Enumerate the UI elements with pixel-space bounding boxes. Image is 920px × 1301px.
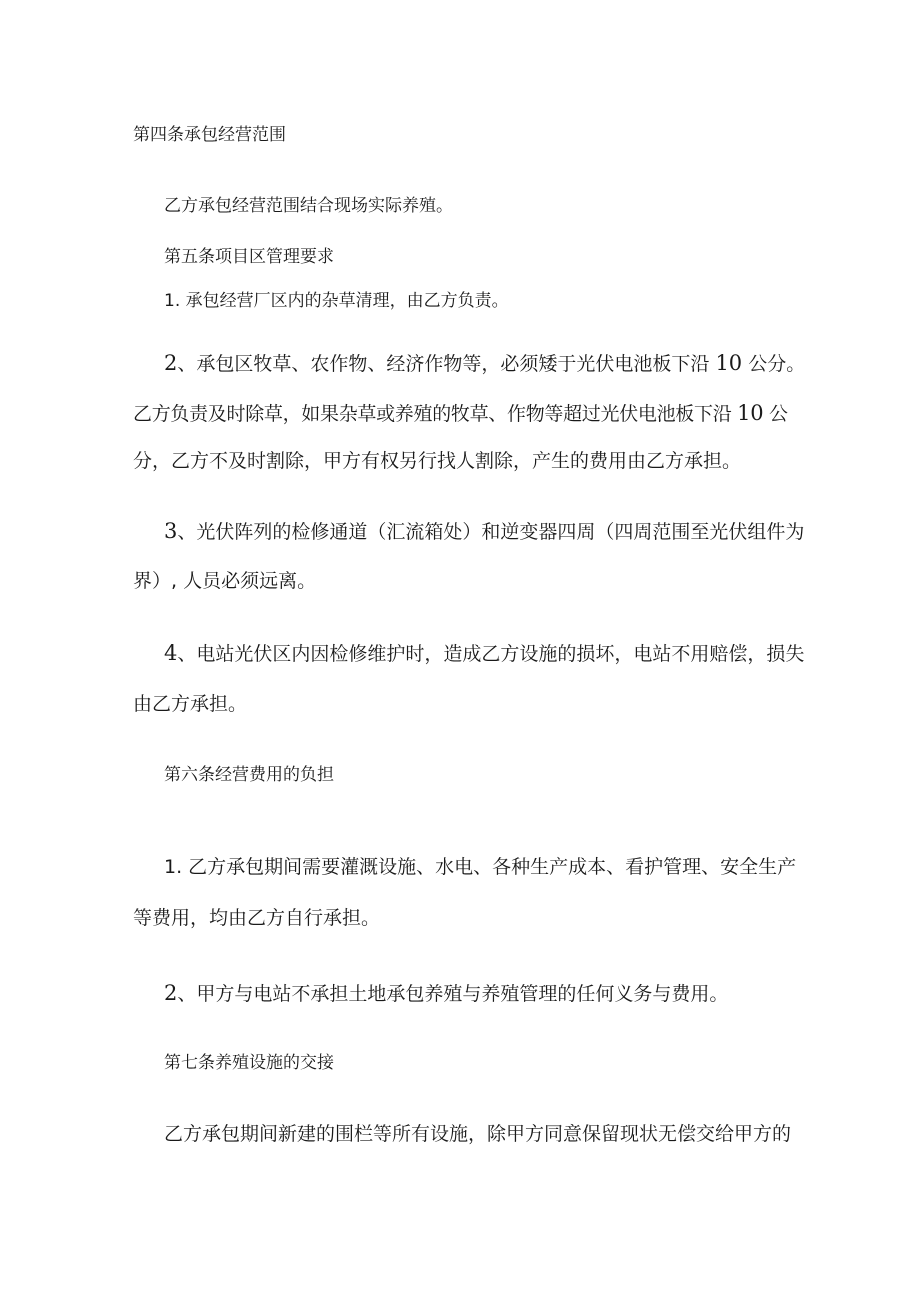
article7-heading: 第七条养殖设施的交接 (164, 1053, 334, 1073)
item-text: 、承包区牧草、农作物、经济作物等，必须矮于光伏电池板下沿 (177, 353, 710, 375)
article6-item-1-line-1: 1. 乙方承包期间需要灌溉设施、水电、各种生产成本、看护管理、安全生产 (164, 856, 797, 878)
article6-item-1-line-2: 等费用，均由乙方自行承担。 (133, 907, 381, 929)
measure-value: 10 (715, 351, 743, 375)
article5-item-2-line-1 (164, 352, 805, 375)
item-text: 、光伏阵列的检修通道（汇流箱处）和逆变器四周（四周范围至光伏组件为 (177, 521, 805, 543)
item-text: 、电站光伏区内因检修维护时，造成乙方设施的损坏，电站不用赔偿，损失 (177, 643, 805, 665)
article4-body: 乙方承包经营范围结合现场实际养殖。 (164, 196, 453, 216)
article7-body: 乙方承包期间新建的围栏等所有设施，除甲方同意保留现状无偿交给甲方的 (164, 1123, 792, 1145)
article6-item-2 (164, 982, 728, 1005)
article5-item-4-line-1 (164, 642, 804, 665)
article5-item-3-line-1 (164, 520, 804, 543)
article5-item-2-line-3: 分，乙方不及时割除，甲方有权另行找人割除，产生的费用由乙方承担。 (133, 450, 742, 472)
article4-heading: 第四条承包经营范围 (133, 125, 286, 145)
article5-item-1: 1. 承包经营厂区内的杂草清理，由乙方负责。 (164, 291, 509, 311)
measure-unit: 公 (769, 403, 788, 425)
item-number: 3 (164, 519, 178, 543)
measure-value: 10 (737, 401, 764, 425)
item-number: 2 (164, 351, 178, 375)
measure-unit: 公分。 (748, 353, 806, 375)
article5-item-4-line-2: 由乙方承担。 (133, 693, 248, 715)
item-text: 、甲方与电站不承担土地承包养殖与养殖管理的任何义务与费用。 (177, 983, 729, 1005)
item-number: 4 (164, 641, 178, 665)
article6-heading: 第六条经营费用的负担 (164, 765, 334, 785)
item-text: 乙方负责及时除草，如果杂草或养殖的牧草、作物等超过光伏电池板下沿 (133, 403, 732, 425)
article5-item-2-line-2 (133, 402, 788, 425)
article5-heading: 第五条项目区管理要求 (164, 247, 334, 267)
item-number: 2 (164, 981, 178, 1005)
article5-item-3-line-2: 界）, 人员必须远离。 (133, 570, 317, 592)
